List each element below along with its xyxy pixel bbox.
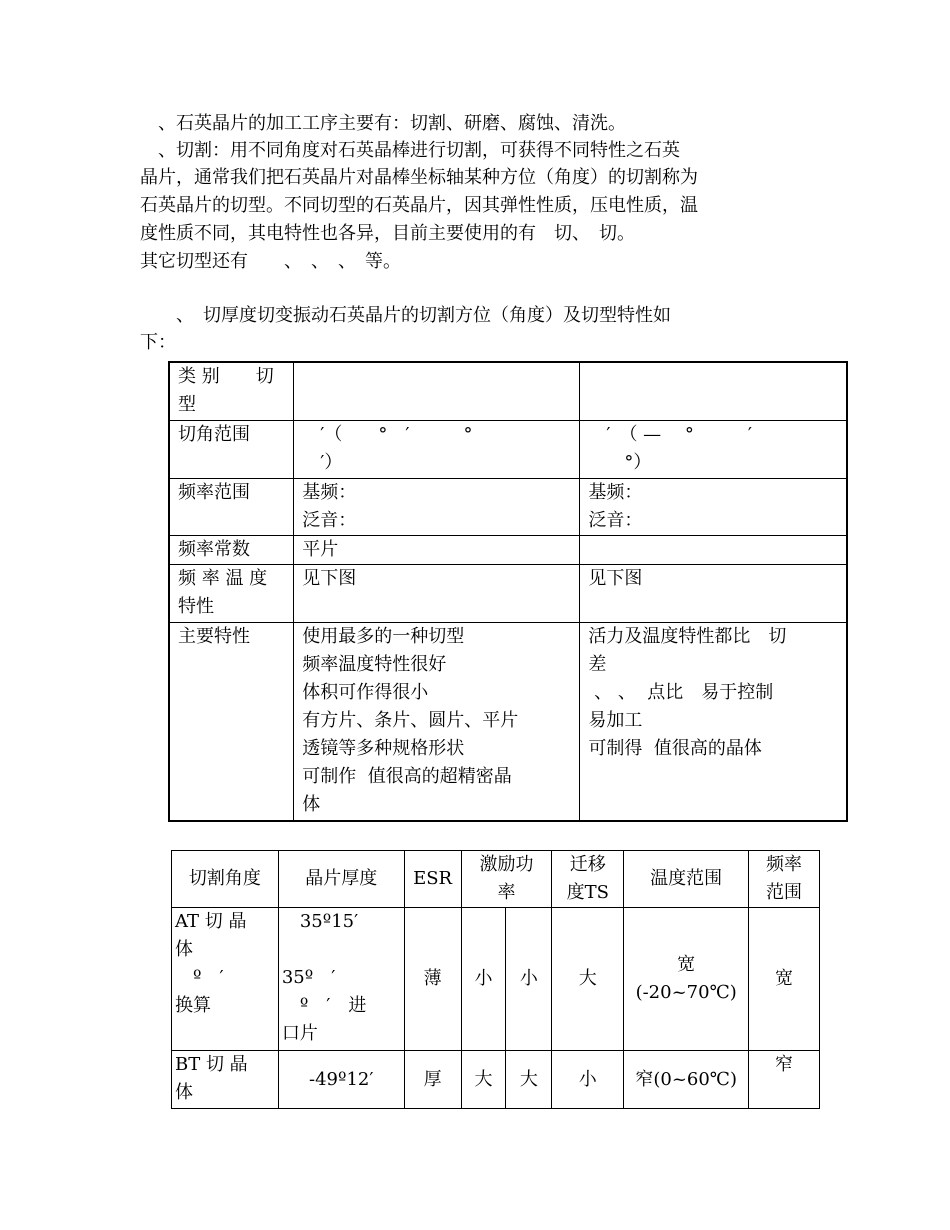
paragraph-7: 、 切厚度切变振动石英晶片的切割方位（角度）及切型特性如 bbox=[140, 305, 671, 326]
table-cell: 大 bbox=[461, 1051, 506, 1109]
row-header: 主要特性 bbox=[169, 622, 294, 821]
header-cell: 温度范围 bbox=[624, 851, 749, 908]
header-cell: 频率 范围 bbox=[749, 851, 820, 908]
table-cell: 基频： 泛音： bbox=[580, 478, 847, 535]
paragraph-3: 晶片，通常我们把石英晶片对晶棒坐标轴某种方位（角度）的切割称为 bbox=[140, 167, 698, 188]
table-cell: 见下图 bbox=[294, 564, 580, 622]
cut-type-table bbox=[168, 361, 848, 822]
table-cell bbox=[294, 362, 580, 420]
table-cell: ′ （ — ° ′ °） bbox=[580, 420, 847, 478]
table-row bbox=[169, 564, 847, 622]
row-header: 频率范围 bbox=[169, 478, 294, 535]
table-cell: 窄 bbox=[749, 1051, 820, 1109]
row-header: 频 率 温 度 特性 bbox=[169, 564, 294, 622]
row-header: 频率常数 bbox=[169, 535, 294, 564]
row-header: 切角范围 bbox=[169, 420, 294, 478]
paragraph-1: 、石英晶片的加工工序主要有：切割、研磨、腐蚀、清洗。 bbox=[140, 113, 626, 134]
paragraph-8: 下： bbox=[140, 332, 176, 353]
table-cell bbox=[580, 362, 847, 420]
table-cell: 窄(0~60℃) bbox=[624, 1051, 749, 1109]
row-header: 类 别 切 型 bbox=[169, 362, 294, 420]
table-cell: BT 切 晶 体 bbox=[172, 1051, 279, 1109]
table-cell: 小 bbox=[461, 908, 506, 1051]
table-row bbox=[172, 1051, 820, 1109]
header-cell: 切割角度 bbox=[172, 851, 279, 908]
table-cell: 见下图 bbox=[580, 564, 847, 622]
table-cell: 平片 bbox=[294, 535, 580, 564]
table-cell: 基频： 泛音： bbox=[294, 478, 580, 535]
header-cell: 晶片厚度 bbox=[278, 851, 404, 908]
table-cell: -49º12′ bbox=[278, 1051, 404, 1109]
table-cell: 小 bbox=[506, 908, 552, 1051]
paragraph-6: 其它切型还有 、 、 、 等。 bbox=[140, 251, 401, 272]
paragraph-2: 、切割：用不同角度对石英晶棒进行切割，可获得不同特性之石英 bbox=[140, 140, 680, 161]
table-cell: AT 切 晶 体 º ′ 换算 bbox=[172, 908, 279, 1051]
paragraph-5: 度性质不同，其电特性也各异，目前主要使用的有 切、 切。 bbox=[140, 223, 635, 244]
table-cell: ′（ ° ′ ° ′） bbox=[294, 420, 580, 478]
crystal-comparison-table bbox=[171, 850, 820, 1109]
table-row bbox=[172, 908, 820, 1051]
table-cell: 宽 (-20~70℃) bbox=[624, 908, 749, 1051]
table-cell: 活力及温度特性都比 切 差 、 、 点比 易于控制 易加工 可制得 值很高的晶体 bbox=[580, 622, 847, 821]
table-cell: 薄 bbox=[404, 908, 461, 1051]
table-row bbox=[169, 420, 847, 478]
header-cell: ESR bbox=[404, 851, 461, 908]
header-cell: 激励功 率 bbox=[461, 851, 552, 908]
table-row bbox=[169, 622, 847, 821]
table-cell: 大 bbox=[506, 1051, 552, 1109]
paragraph-4: 石英晶片的切型。不同切型的石英晶片，因其弹性性质，压电性质，温 bbox=[140, 195, 698, 216]
header-cell: 迁移 度TS bbox=[552, 851, 624, 908]
table-row bbox=[169, 535, 847, 564]
table-cell: 厚 bbox=[404, 1051, 461, 1109]
table-header-row bbox=[172, 851, 820, 908]
table-cell: 宽 bbox=[749, 908, 820, 1051]
table-row bbox=[169, 478, 847, 535]
table-cell: 使用最多的一种切型 频率温度特性很好 体积可作得很小 有方片、条片、圆片、平片 透镜等多种规格形状 可制作 值很高的超精密晶 体 bbox=[294, 622, 580, 821]
table-cell bbox=[580, 535, 847, 564]
table-row bbox=[169, 362, 847, 420]
table-cell: 小 bbox=[552, 1051, 624, 1109]
table-cell: 大 bbox=[552, 908, 624, 1051]
table-cell: 35º15′ 35º ′ º ′ 进 口片 bbox=[278, 908, 404, 1051]
